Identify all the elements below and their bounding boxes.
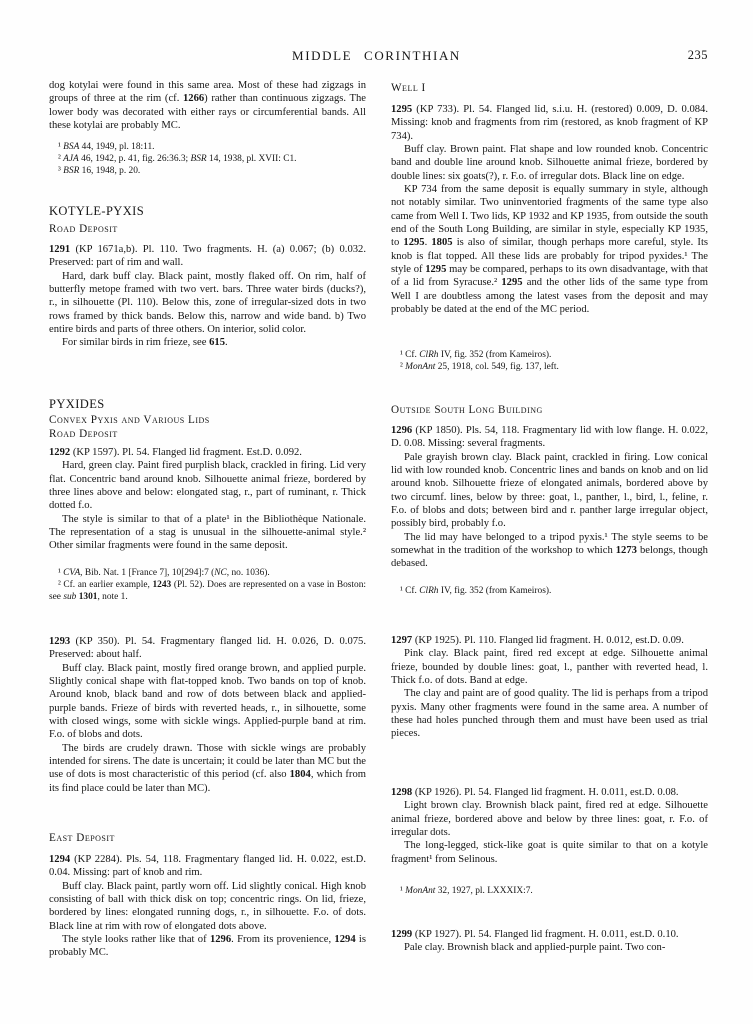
entry-lead-paragraph: 1294 (KP 2284). Pls. 54, 118. Fragmentary flanged lid. H. 0.022, est.D. 0.04. Missing: part of knob and rim. <box>49 854 366 879</box>
subsection-outside-south-long-building: Outside South Long Building <box>391 404 543 416</box>
footnote-group-intro <box>49 142 366 177</box>
entry-lead-paragraph: 1291 (KP 1671a,b). Pl. 110. Two fragments. H. (a) 0.067; (b) 0.032. Preserved: part of rim and wall. <box>49 244 366 269</box>
entry-comment-paragraph: The style looks rather like that of 1296. From its provenience, 1294 is probably MC. <box>49 934 366 959</box>
catalog-entry-1299 <box>391 928 708 955</box>
entry-lead-paragraph: 1296 (KP 1850). Pls. 54, 118. Fragmentary lid with low flange. H. 0.022, D. 0.08. Missing: several fragments. <box>391 425 708 450</box>
footnote: ¹ Cf. ClRh IV, fig. 352 (from Kameiros). <box>400 586 552 596</box>
footnote: ³ BSR 16, 1948, p. 20. <box>58 165 141 176</box>
entry-description-paragraph: Buff clay. Black paint, partly worn off. Lid slightly conical. High knob consisting of ball with thick disk on top; concentric rings. On lid, frieze, bordered by lines: elongated running dogs, r., in silhouette. F.o. of dots. Black line at rim with row of elongated dots above. <box>49 880 366 932</box>
footnote: ¹ CVA, Bib. Nat. 1 [France 7], 10[294]:7 (NC, no. 1036). <box>58 568 270 578</box>
catalog-entry-1292 <box>49 446 366 553</box>
entry-description-paragraph: Hard, dark buff clay. Black paint, mostly flaked off. On rim, half of butterfly metope framed with two vert. bars. Three water birds (ducks?), r., in silhouette (Pl. 110). Below this, zone of irregular-sized dots in two rows framed by thick bands. Below this, narrow and wide band. b) Two entire birds and parts of three others. On interior, solid color. <box>49 270 366 336</box>
entry-lead-paragraph: 1292 (KP 1597). Pl. 54. Flanged lid fragment. Est.D. 0.092. <box>49 447 302 458</box>
right-column <box>391 0 708 1024</box>
footnote: ² MonAnt 25, 1918, col. 549, fig. 137, left. <box>400 361 559 372</box>
entry-lead-paragraph: 1299 (KP 1927). Pl. 54. Flanged lid fragment. H. 0.011, est.D. 0.10. <box>391 929 679 940</box>
paragraph: dog kotylai were found in this same area. Most of these had zigzags in groups of three at the rim (cf. 1266) rather than continuous zigzags. The lower body was decorated with either rays or circumferential bands. All these kotylai are probably MC. <box>49 80 366 132</box>
catalog-entry-1294 <box>49 853 366 960</box>
entry-lead-paragraph: 1295 (KP 733). Pl. 54. Flanged lid, s.i.u. H. (restored) 0.009, D. 0.084. Missing: knob and fragments from rim (restored, as knob fragment of KP 734). <box>391 104 708 142</box>
entry-lead-paragraph: 1298 (KP 1926). Pl. 54. Flanged lid fragment. H. 0.011, est.D. 0.08. <box>391 787 679 798</box>
subsection-convex-pyxis: Convex Pyxis and Various Lids <box>49 414 210 426</box>
entry-description-paragraph: Light brown clay. Brownish black paint, fired red at edge. Silhouette animal frieze, bordered above and below by three lines: goat, r. F.o. of irregular dots. <box>391 800 708 839</box>
catalog-entry-1297 <box>391 634 708 741</box>
footnote-group-1292 <box>49 568 366 603</box>
continuation-paragraph <box>49 79 366 132</box>
entry-comment-paragraph: The long-legged, stick-like goat is quite similar to that on a kotyle fragment¹ from Selinous. <box>391 840 708 865</box>
entry-comment-paragraph: KP 734 from the same deposit is equally summary in style, although not notably similar. Two uninventoried fragments of the same type also came from Well I. Two lids, KP 1932 and KP 1935, from outside the south end of the South Long Building, are similar in style, especially KP 1935, to 1295. 1805 is also of similar, though perhaps more careful, style. Its knob is flat topped. All these lids are probably for tripod pyxides.¹ The style of 1295 may be compared, perhaps to its own disadvantage, with that of a lid from Syracuse.² 1295 and the other lids of the same type from Well I are doubtless among the latest vases from the deposit and may probably be dated at the end of the MC period. <box>391 184 709 316</box>
entry-description-paragraph: Pink clay. Black paint, fired red except at edge. Silhouette animal frieze, bounded by double lines: goat, l., panther with reverted head, l. Thick f.o. of dots. Band at edge. <box>391 648 708 687</box>
subsection-east-deposit: East Deposit <box>49 832 115 844</box>
footnote-group-1296 <box>391 586 708 598</box>
entry-lead-paragraph: 1293 (KP 350). Pl. 54. Fragmentary flanged lid. H. 0.026, D. 0.075. Preserved: about half. <box>49 636 366 661</box>
footnote: ¹ Cf. ClRh IV, fig. 352 (from Kameiros). <box>400 350 552 360</box>
catalog-entry-1293 <box>49 635 366 795</box>
entry-description-paragraph: Hard, green clay. Paint fired purplish black, crackled in firing. Lid very flat. Concentric band around knob. Silhouette animal frieze, bordered by three lines above and below: elongated stag, r., part of ruminant, r. Thick dotted f.o. <box>49 460 366 512</box>
footnote: ¹ BSA 44, 1949, pl. 18:11. <box>58 142 155 152</box>
catalog-entry-1291 <box>49 243 366 350</box>
footnote: ² Cf. an earlier example, 1243 (Pl. 52). Does are represented on a vase in Boston: see sub 1301, note 1. <box>49 579 367 602</box>
entry-description-paragraph: Buff clay. Black paint, mostly fired orange brown, and applied purple. Slightly conical shape with flat-topped knob. Two bands on top of knob. Around knob, black band and row of dots between black and applied-purple bands. Frieze of birds with reverted heads, r., in silhouette, some with closed wings, some with sickle wings. Applied-purple band at rim. F.o. of blobs and dots. <box>49 662 366 741</box>
section-heading-kotyle-pyxis: KOTYLE-PYXIS <box>49 204 145 218</box>
catalog-entry-1296 <box>391 424 708 571</box>
left-column <box>49 0 366 1024</box>
entry-comment-paragraph: The birds are crudely drawn. Those with sickle wings are probably intended for sirens. The date is uncertain; it could be later than MC but the use of dots is most characteristic of this period (cf. also 1804, which from its find place could be later than MC). <box>49 742 366 794</box>
footnote: ² AJA 46, 1942, p. 41, fig. 26:36.3; BSR 14, 1938, pl. XVII: C1. <box>58 153 297 164</box>
subsection-road-deposit: Road Deposit <box>49 223 118 235</box>
catalog-entry-1295 <box>391 103 708 317</box>
entry-comment-paragraph: The lid may have belonged to a tripod pyxis.¹ The style seems to be somewhat in the tradition of the workshop to which 1273 belongs, though debased. <box>391 531 708 570</box>
footnote-group-1298 <box>391 886 708 898</box>
footnote: ¹ MonAnt 32, 1927, pl. LXXXIX:7. <box>400 886 533 896</box>
subsection-road-deposit: Road Deposit <box>49 428 118 440</box>
entry-comment-paragraph: The clay and paint are of good quality. The lid is perhaps from a tripod pyxis. Many other fragments were found in the same area. A number of these had holes punched through them and must have been used as trial pieces. <box>391 688 708 740</box>
entry-comment-paragraph: The style is similar to that of a plate¹ in the Bibliothèque Nationale. The representation of a stag is unusual in the silhouette-animal style.² Other similar fragments were found in the same deposit. <box>49 513 366 552</box>
entry-comment-paragraph: For similar birds in rim frieze, see 615. <box>62 337 228 349</box>
page-number: 235 <box>687 48 708 62</box>
entry-description-paragraph: Pale grayish brown clay. Black paint, crackled in firing. Low conical lid with low rounded knob. Concentric lines and bands on knob and on lid around knob. Silhouette frieze of elongated animals, bordered above by two circumf. lines, below by three: goat, l., panther, l., bird, l., feline, r. F.o. of blobs and dots; between bird and r. panther large irregular object, possibly bird, probably f.o. <box>391 451 708 530</box>
entry-description-paragraph: Pale clay. Brownish black and applied-purple paint. Two con- <box>404 942 666 954</box>
subsection-well-1: Well I <box>391 82 426 94</box>
entry-lead-paragraph: 1297 (KP 1925). Pl. 110. Flanged lid fragment. H. 0.012, est.D. 0.09. <box>391 635 684 646</box>
running-head-title: MIDDLE CORINTHIAN <box>292 48 461 63</box>
entry-description-paragraph: Buff clay. Brown paint. Flat shape and low rounded knob. Concentric band and double line around knob. Silhouette animal frieze, bordered by double lines: six goats(?), r. F.o. of irregular dots. Black line on edge. <box>391 144 708 182</box>
catalog-entry-1298 <box>391 786 708 866</box>
footnote-group-1295 <box>391 350 708 374</box>
section-heading-pyxides: PYXIDES <box>49 397 105 411</box>
